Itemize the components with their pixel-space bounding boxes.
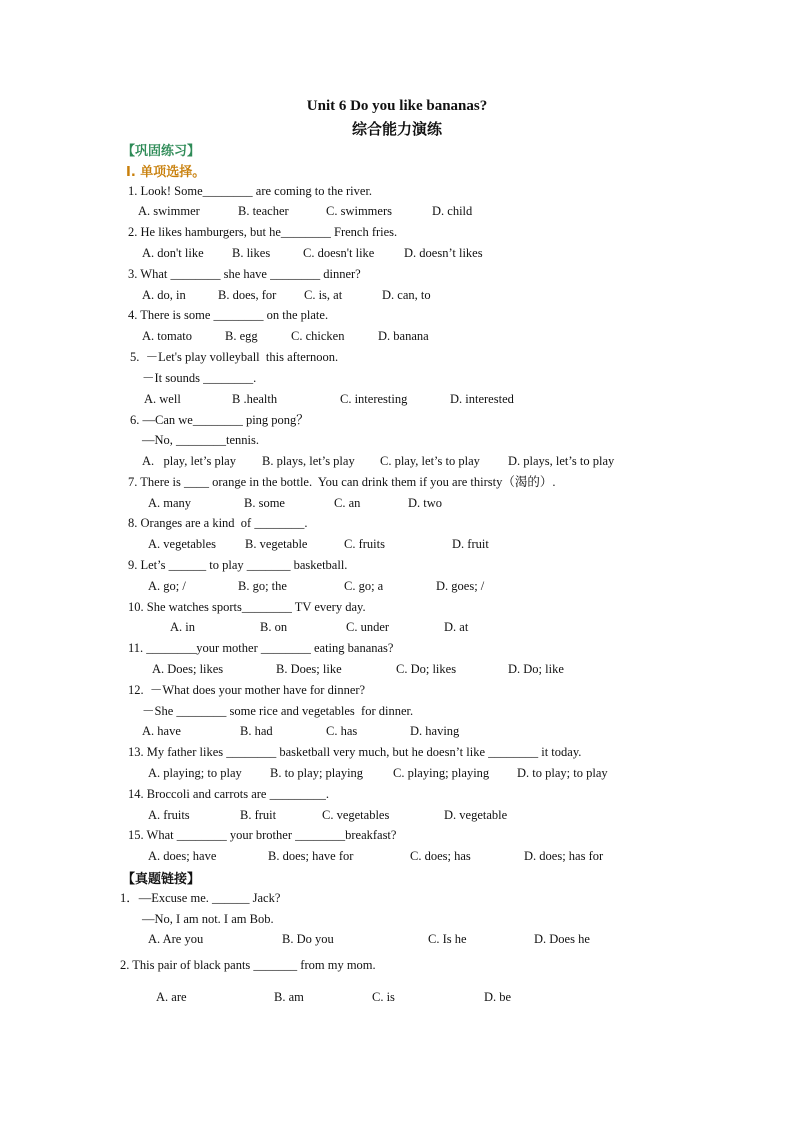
rq2-option-b: B. am — [274, 990, 304, 1004]
q3-option-a: A. do, in — [142, 288, 186, 302]
q2-option-b: B. likes — [232, 246, 271, 260]
q6-option-d: D. plays, let’s to play — [508, 454, 615, 468]
q6-option-b: B. plays, let’s play — [262, 454, 355, 468]
q11-option-d: D. Do; like — [508, 662, 564, 676]
q14-option-d: D. vegetable — [444, 808, 508, 822]
q5-option-a: A. well — [144, 392, 181, 406]
question-5: 5. －Let's play volleyball this afternoon. — [130, 350, 339, 364]
section-real-exam-label: 【真题链接】 — [122, 872, 201, 887]
q1-option-c: C. swimmers — [326, 204, 392, 218]
real-question-1-reply: —No, I am not. I am Bob. — [142, 912, 274, 926]
question-10: 10. She watches sports________ TV every day. — [128, 600, 366, 614]
rq1-option-b: B. Do you — [282, 932, 334, 946]
q15-option-a: A. does; have — [148, 849, 217, 863]
question-1: 1. Look! Some________ are coming to the river. — [128, 184, 373, 198]
q9-option-d: D. goes; / — [436, 579, 485, 593]
question-7: 7. There is ____ orange in the bottle. You can drink them if you are thirsty（渴的）. — [128, 475, 556, 489]
q15-option-c: C. does; has — [410, 849, 471, 863]
q6-option-a: A. play, let’s play — [142, 454, 236, 468]
real-question-1: 1．—Excuse me. ______ Jack? — [120, 891, 281, 905]
q10-option-a: A. in — [170, 620, 195, 634]
question-15: 15. What ________ your brother ________breakfast? — [128, 828, 397, 842]
q3-option-c: C. is, at — [304, 288, 343, 302]
q4-option-d: D. banana — [378, 329, 429, 343]
q14-option-a: A. fruits — [148, 808, 190, 822]
question-3: 3. What ________ she have ________ dinner? — [128, 267, 361, 281]
q7-option-b: B. some — [244, 496, 285, 510]
q5-option-b: B .health — [232, 392, 278, 406]
q3-option-b: B. does, for — [218, 288, 277, 302]
rq1-option-c: C. Is he — [428, 932, 467, 946]
q8-option-c: C. fruits — [344, 537, 385, 551]
q2-option-a: A. don't like — [142, 246, 204, 260]
q12-option-a: A. have — [142, 724, 181, 738]
question-12: 12. －What does your mother have for dinner? — [128, 683, 366, 697]
question-5-reply: －It sounds ________. — [142, 371, 257, 385]
q1-option-b: B. teacher — [238, 204, 289, 218]
q12-option-b: B. had — [240, 724, 273, 738]
q2-option-d: D. doesn’t likes — [404, 246, 483, 260]
q6-option-c: C. play, let’s to play — [380, 454, 480, 468]
question-6-reply: —No, ________tennis. — [142, 433, 260, 447]
section-multiple-choice-label: Ⅰ. 单项选择。 — [126, 165, 206, 180]
q5-option-d: D. interested — [450, 392, 514, 406]
rq1-option-d: D. Does he — [534, 932, 590, 946]
q11-option-b: B. Does; like — [276, 662, 342, 676]
q2-option-c: C. doesn't like — [303, 246, 375, 260]
q7-option-a: A. many — [148, 496, 192, 510]
q13-option-d: D. to play; to play — [517, 766, 608, 780]
question-6: 6. —Can we________ ping pong？ — [130, 413, 309, 427]
q15-option-d: D. does; has for — [524, 849, 604, 863]
rq2-option-c: C. is — [372, 990, 395, 1004]
q12-option-c: C. has — [326, 724, 358, 738]
q1-option-d: D. child — [432, 204, 473, 218]
q7-option-c: C. an — [334, 496, 361, 510]
question-8: 8. Oranges are a kind of ________. — [128, 516, 308, 530]
q10-option-b: B. on — [260, 620, 288, 634]
question-12-reply: －She ________ some rice and vegetables for dinner. — [142, 704, 414, 718]
q10-option-d: D. at — [444, 620, 469, 634]
q1-option-a: A. swimmer — [138, 204, 200, 218]
q7-option-d: D. two — [408, 496, 443, 510]
q13-option-b: B. to play; playing — [270, 766, 364, 780]
q9-option-c: C. go; a — [344, 579, 384, 593]
q14-option-c: C. vegetables — [322, 808, 390, 822]
question-9: 9. Let’s ______ to play _______ basketball. — [128, 558, 348, 572]
q12-option-d: D. having — [410, 724, 460, 738]
section-consolidation-label: 【巩固练习】 — [122, 144, 201, 159]
q8-option-d: D. fruit — [452, 537, 489, 551]
page-subtitle: 综合能力演练 — [351, 120, 442, 138]
q13-option-c: C. playing; playing — [393, 766, 490, 780]
q13-option-a: A. playing; to play — [148, 766, 242, 780]
rq2-option-a: A. are — [156, 990, 187, 1004]
q9-option-a: A. go; / — [148, 579, 186, 593]
q15-option-b: B. does; have for — [268, 849, 354, 863]
q5-option-c: C. interesting — [340, 392, 408, 406]
q8-option-a: A. vegetables — [148, 537, 217, 551]
question-13: 13. My father likes ________ basketball very much, but he doesn’t like ________ it today. — [128, 745, 582, 759]
q11-option-a: A. Does; likes — [152, 662, 224, 676]
q4-option-a: A. tomato — [142, 329, 192, 343]
page-title: Unit 6 Do you like bananas? — [306, 98, 488, 114]
q10-option-c: C. under — [346, 620, 390, 634]
question-14: 14. Broccoli and carrots are _________. — [128, 787, 329, 801]
real-question-2: 2. This pair of black pants _______ from my mom. — [120, 958, 376, 972]
rq2-option-d: D. be — [484, 990, 512, 1004]
q4-option-c: C. chicken — [291, 329, 345, 343]
q11-option-c: C. Do; likes — [396, 662, 457, 676]
q3-option-d: D. can, to — [382, 288, 431, 302]
rq1-option-a: A. Are you — [148, 932, 204, 946]
question-11: 11. ________your mother ________ eating bananas? — [128, 641, 394, 655]
q9-option-b: B. go; the — [238, 579, 287, 593]
question-2: 2. He likes hamburgers, but he________ French fries. — [128, 225, 398, 239]
question-4: 4. There is some ________ on the plate. — [128, 308, 329, 322]
q8-option-b: B. vegetable — [245, 537, 308, 551]
q14-option-b: B. fruit — [240, 808, 277, 822]
q4-option-b: B. egg — [225, 329, 258, 343]
